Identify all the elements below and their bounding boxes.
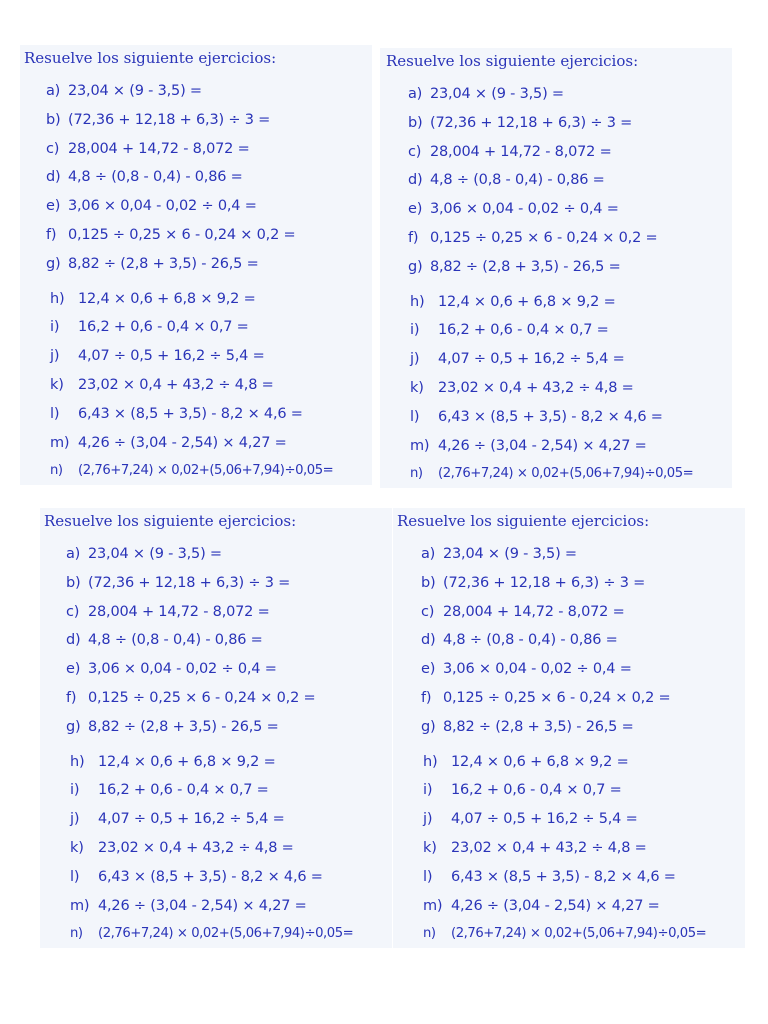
exercise-label: h) <box>70 753 85 770</box>
exercise-expression: 4,07 ÷ 0,5 + 16,2 ÷ 5,4 = <box>78 348 265 365</box>
exercise-item <box>70 780 269 800</box>
exercise-item <box>408 228 657 248</box>
exercise-item <box>421 717 634 737</box>
exercise-expression: 3,06 × 0,04 - 0,02 ÷ 0,4 = <box>443 661 632 678</box>
exercise-item <box>70 752 276 772</box>
exercise-label: f) <box>408 230 419 246</box>
exercise-item <box>421 602 625 622</box>
exercise-item <box>46 225 295 245</box>
exercise-expression: 8,82 ÷ (2,8 + 3,5) - 26,5 = <box>443 718 634 735</box>
exercise-item <box>50 404 303 424</box>
exercise-expression: (72,36 + 12,18 + 6,3) ÷ 3 = <box>430 114 633 131</box>
exercise-expression: 28,004 + 14,72 - 8,072 = <box>88 603 270 620</box>
exercise-expression: 6,43 × (8,5 + 3,5) - 8,2 × 4,6 = <box>438 408 663 425</box>
exercise-item <box>410 292 616 312</box>
exercise-label: m) <box>70 897 90 914</box>
exercise-expression: 4,8 ÷ (0,8 - 0,4) - 0,86 = <box>430 172 605 189</box>
exercise-expression: 23,04 × (9 - 3,5) = <box>443 546 577 562</box>
exercise-expression: 23,04 × (9 - 3,5) = <box>68 83 202 99</box>
exercise-label: h) <box>50 290 65 307</box>
exercise-label: g) <box>66 718 81 735</box>
exercise-label: b) <box>46 111 61 128</box>
exercise-expression: 23,04 × (9 - 3,5) = <box>430 86 564 102</box>
exercise-item <box>66 630 263 650</box>
exercise-label: j) <box>410 351 420 368</box>
exercise-item <box>408 257 621 277</box>
exercise-label: n) <box>410 466 423 482</box>
exercise-item <box>66 544 222 564</box>
exercise-label: k) <box>423 840 437 856</box>
worksheet-bottom-left <box>40 508 392 948</box>
exercise-item <box>46 167 243 187</box>
exercise-expression: 8,82 ÷ (2,8 + 3,5) - 26,5 = <box>88 718 279 735</box>
exercise-label: m) <box>410 437 430 454</box>
exercise-label: i) <box>50 319 60 336</box>
exercise-expression: 23,02 × 0,4 + 43,2 ÷ 4,8 = <box>98 840 294 856</box>
exercise-expression: 28,004 + 14,72 - 8,072 = <box>443 603 625 620</box>
exercise-item <box>410 349 625 369</box>
exercise-expression: 4,07 ÷ 0,5 + 16,2 ÷ 5,4 = <box>451 811 638 828</box>
exercise-expression: 28,004 + 14,72 - 8,072 = <box>68 140 250 157</box>
exercise-expression: 4,07 ÷ 0,5 + 16,2 ÷ 5,4 = <box>438 351 625 368</box>
exercise-expression: (2,76+7,24) × 0,02+(5,06+7,94)÷0,05= <box>98 926 354 942</box>
exercise-item <box>50 461 333 481</box>
exercise-label: n) <box>423 926 436 942</box>
exercise-label: h) <box>423 753 438 770</box>
exercise-label: e) <box>46 198 61 215</box>
exercise-label: f) <box>46 227 57 243</box>
exercise-expression: 0,125 ÷ 0,25 × 6 - 0,24 × 0,2 = <box>443 690 671 706</box>
exercise-expression: 6,43 × (8,5 + 3,5) - 8,2 × 4,6 = <box>78 405 303 422</box>
exercise-expression: 4,26 ÷ (3,04 - 2,54) × 4,27 = <box>98 897 307 914</box>
exercise-expression: (2,76+7,24) × 0,02+(5,06+7,94)÷0,05= <box>451 926 707 942</box>
exercise-expression: 16,2 + 0,6 - 0,4 × 0,7 = <box>438 322 609 339</box>
exercise-label: a) <box>408 86 423 102</box>
exercise-item <box>70 896 307 916</box>
exercise-expression: 4,8 ÷ (0,8 - 0,4) - 0,86 = <box>88 632 263 649</box>
exercise-item <box>423 809 638 829</box>
exercise-expression: 23,04 × (9 - 3,5) = <box>88 546 222 562</box>
exercise-item <box>423 867 676 887</box>
exercise-expression: 23,02 × 0,4 + 43,2 ÷ 4,8 = <box>438 380 634 396</box>
exercise-label: d) <box>408 172 423 189</box>
exercise-label: e) <box>408 201 423 218</box>
exercise-expression: 16,2 + 0,6 - 0,4 × 0,7 = <box>78 319 249 336</box>
exercise-label: l) <box>423 868 433 885</box>
exercise-item <box>421 573 645 593</box>
exercise-item <box>423 924 706 944</box>
exercise-item <box>70 924 353 944</box>
exercise-expression: 0,125 ÷ 0,25 × 6 - 0,24 × 0,2 = <box>68 227 296 243</box>
exercise-expression: 12,4 × 0,6 + 6,8 × 9,2 = <box>98 753 276 770</box>
exercise-expression: 4,26 ÷ (3,04 - 2,54) × 4,27 = <box>438 437 647 454</box>
exercise-label: a) <box>66 546 81 562</box>
exercise-expression: 8,82 ÷ (2,8 + 3,5) - 26,5 = <box>430 258 621 275</box>
exercise-label: l) <box>50 405 60 422</box>
exercise-item <box>70 838 294 858</box>
exercise-item <box>46 196 257 216</box>
exercise-item <box>70 809 285 829</box>
exercise-expression: 8,82 ÷ (2,8 + 3,5) - 26,5 = <box>68 255 259 272</box>
exercise-expression: 0,125 ÷ 0,25 × 6 - 0,24 × 0,2 = <box>88 690 316 706</box>
exercise-expression: (2,76+7,24) × 0,02+(5,06+7,94)÷0,05= <box>78 463 334 479</box>
exercise-item <box>66 602 270 622</box>
exercise-label: l) <box>70 868 80 885</box>
exercise-label: d) <box>46 169 61 186</box>
worksheet-bottom-right <box>393 508 745 948</box>
exercise-item <box>50 433 287 453</box>
exercise-label: j) <box>70 811 80 828</box>
exercise-expression: (72,36 + 12,18 + 6,3) ÷ 3 = <box>443 574 646 591</box>
exercise-label: e) <box>421 661 436 678</box>
exercise-item <box>423 896 660 916</box>
exercise-item <box>410 464 693 484</box>
exercise-expression: 4,26 ÷ (3,04 - 2,54) × 4,27 = <box>451 897 660 914</box>
exercise-expression: 16,2 + 0,6 - 0,4 × 0,7 = <box>451 782 622 799</box>
exercise-label: m) <box>50 434 70 451</box>
exercise-expression: 3,06 × 0,04 - 0,02 ÷ 0,4 = <box>88 661 277 678</box>
exercise-label: b) <box>421 574 436 591</box>
exercise-item <box>46 139 250 159</box>
exercise-label: k) <box>50 377 64 393</box>
exercise-item <box>46 254 259 274</box>
exercise-item <box>421 688 670 708</box>
exercise-item <box>50 346 265 366</box>
exercise-label: c) <box>46 140 60 157</box>
worksheet-title: Resuelve los siguiente ejercicios: <box>44 512 297 530</box>
exercise-expression: 23,02 × 0,4 + 43,2 ÷ 4,8 = <box>451 840 647 856</box>
exercise-item <box>410 407 663 427</box>
exercise-label: d) <box>421 632 436 649</box>
exercise-label: b) <box>66 574 81 591</box>
exercise-label: c) <box>66 603 80 620</box>
exercise-expression: 23,02 × 0,4 + 43,2 ÷ 4,8 = <box>78 377 274 393</box>
exercise-label: g) <box>408 258 423 275</box>
exercise-expression: 12,4 × 0,6 + 6,8 × 9,2 = <box>451 753 629 770</box>
exercise-label: m) <box>423 897 443 914</box>
exercise-label: c) <box>408 143 422 160</box>
exercise-label: b) <box>408 114 423 131</box>
exercise-label: i) <box>70 782 80 799</box>
exercise-item <box>410 378 634 398</box>
exercise-label: c) <box>421 603 435 620</box>
exercise-label: k) <box>70 840 84 856</box>
exercise-expression: 3,06 × 0,04 - 0,02 ÷ 0,4 = <box>430 201 619 218</box>
exercise-item <box>410 320 609 340</box>
exercise-expression: 4,8 ÷ (0,8 - 0,4) - 0,86 = <box>68 169 243 186</box>
exercise-expression: 12,4 × 0,6 + 6,8 × 9,2 = <box>78 290 256 307</box>
exercise-label: j) <box>50 348 60 365</box>
exercise-label: e) <box>66 661 81 678</box>
exercise-label: n) <box>50 463 63 479</box>
exercise-expression: 4,26 ÷ (3,04 - 2,54) × 4,27 = <box>78 434 287 451</box>
exercise-expression: 0,125 ÷ 0,25 × 6 - 0,24 × 0,2 = <box>430 230 658 246</box>
exercise-item <box>66 659 277 679</box>
exercise-item <box>423 780 622 800</box>
exercise-expression: 4,8 ÷ (0,8 - 0,4) - 0,86 = <box>443 632 618 649</box>
exercise-item <box>50 289 256 309</box>
exercise-label: i) <box>423 782 433 799</box>
exercise-item <box>408 113 632 133</box>
exercise-item <box>423 752 629 772</box>
worksheet-top-right <box>380 48 732 488</box>
worksheet-top-left <box>20 45 372 485</box>
exercise-expression: 28,004 + 14,72 - 8,072 = <box>430 143 612 160</box>
exercise-label: d) <box>66 632 81 649</box>
exercise-label: a) <box>421 546 436 562</box>
exercise-item <box>408 84 564 104</box>
exercise-item <box>423 838 647 858</box>
exercise-item <box>421 659 632 679</box>
exercise-label: f) <box>421 690 432 706</box>
exercise-item <box>421 544 577 564</box>
exercise-label: k) <box>410 380 424 396</box>
exercise-expression: 3,06 × 0,04 - 0,02 ÷ 0,4 = <box>68 198 257 215</box>
exercise-expression: 12,4 × 0,6 + 6,8 × 9,2 = <box>438 293 616 310</box>
exercise-expression: 6,43 × (8,5 + 3,5) - 8,2 × 4,6 = <box>98 868 323 885</box>
exercise-label: g) <box>46 255 61 272</box>
exercise-item <box>408 142 612 162</box>
exercise-label: g) <box>421 718 436 735</box>
exercise-label: l) <box>410 408 420 425</box>
exercise-item <box>66 573 290 593</box>
exercise-item <box>46 81 202 101</box>
exercise-expression: 6,43 × (8,5 + 3,5) - 8,2 × 4,6 = <box>451 868 676 885</box>
worksheet-title: Resuelve los siguiente ejercicios: <box>24 49 277 67</box>
exercise-label: j) <box>423 811 433 828</box>
exercise-item <box>410 436 647 456</box>
exercise-label: i) <box>410 322 420 339</box>
exercise-item <box>70 867 323 887</box>
exercise-expression: 4,07 ÷ 0,5 + 16,2 ÷ 5,4 = <box>98 811 285 828</box>
exercise-item <box>46 110 270 130</box>
exercise-expression: (72,36 + 12,18 + 6,3) ÷ 3 = <box>88 574 291 591</box>
exercise-item <box>50 375 274 395</box>
exercise-item <box>66 688 315 708</box>
exercise-expression: (2,76+7,24) × 0,02+(5,06+7,94)÷0,05= <box>438 466 694 482</box>
exercise-label: n) <box>70 926 83 942</box>
exercise-expression: (72,36 + 12,18 + 6,3) ÷ 3 = <box>68 111 271 128</box>
exercise-label: f) <box>66 690 77 706</box>
exercise-item <box>408 170 605 190</box>
exercise-expression: 16,2 + 0,6 - 0,4 × 0,7 = <box>98 782 269 799</box>
exercise-label: a) <box>46 83 61 99</box>
worksheet-title: Resuelve los siguiente ejercicios: <box>397 512 650 530</box>
exercise-item <box>408 199 619 219</box>
exercise-item <box>66 717 279 737</box>
worksheet-title: Resuelve los siguiente ejercicios: <box>386 52 639 70</box>
exercise-item <box>50 317 249 337</box>
exercise-label: h) <box>410 293 425 310</box>
exercise-item <box>421 630 618 650</box>
